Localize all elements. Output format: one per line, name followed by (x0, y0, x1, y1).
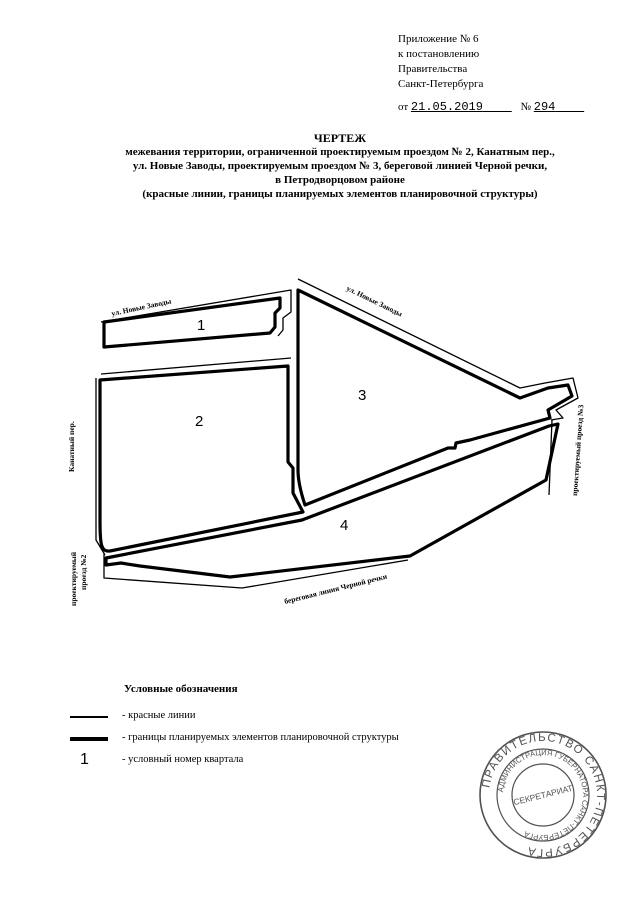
legend-row-red-lines (66, 709, 466, 725)
block-number-4: 4 (340, 517, 349, 534)
block-2-boundary (100, 366, 303, 551)
appendix-line-4: Санкт-Петербурга (398, 78, 484, 90)
appendix-line-1: Приложение № 6 (398, 33, 479, 45)
red-lines (96, 279, 578, 588)
red-line-symbol (70, 716, 108, 718)
title-line-1: межевания территории, ограниченной проектируемым проездом № 2, Канатным пер., (125, 146, 555, 158)
seal-middle-text: АДМИНИСТРАЦИЯ ГУБЕРНАТОРА САНКТ-ПЕТЕРБУРГА (496, 747, 591, 843)
legend-heading: Условные обозначения (124, 683, 238, 695)
legend-block-number-text: - условный номер квартала (122, 754, 244, 765)
appendix-line-3: Правительства (398, 63, 468, 75)
label-proezd-2 (69, 551, 88, 606)
date-prefix: от (398, 101, 409, 113)
boundary-lines (100, 290, 572, 577)
number-prefix: № (520, 101, 531, 113)
block-number-3: 3 (358, 387, 367, 404)
block-3-boundary (298, 290, 572, 505)
legend-red-lines-text: - красные линии (122, 710, 196, 721)
appendix-line-2: к постановлению (398, 48, 480, 60)
legend-row-number (66, 753, 466, 769)
title-line-2: ул. Новые Заводы, проектируемым проездом № 3, береговой линией Черной речки, (132, 160, 548, 172)
seal-outer-text: ПРАВИТЕЛЬСТВО САНКТ-ПЕТЕРБУРГА (480, 731, 607, 859)
title-line-3: в Петродворцовом районе (275, 174, 405, 186)
label-novye-zavody-left: ул. Новые Заводы (110, 296, 173, 318)
label-proezd-3: проектируемый проезд №3 (570, 404, 586, 497)
title-heading: ЧЕРТЕЖ (313, 131, 367, 145)
label-kanatny: Канатный пер. (67, 421, 76, 472)
document-date: 21.05.2019 (410, 100, 483, 114)
label-proezd-2-line-2: проезд №2 (79, 554, 88, 590)
block-4-boundary (106, 424, 558, 577)
block-number-1: 1 (197, 317, 206, 334)
label-proezd-2-line-1: проектируемый (69, 551, 78, 606)
label-shoreline: береговая линия Черной речки (283, 571, 388, 606)
boundary-symbol (70, 737, 108, 741)
legend-boundaries-text: - границы планируемых элементов планировочной структуры (122, 732, 399, 743)
block-number-2: 2 (195, 413, 204, 430)
title-line-4: (красные линии, границы планируемых элементов планировочной структуры) (142, 188, 538, 200)
document-number: 294 (533, 100, 556, 114)
official-seal (478, 730, 608, 860)
seal-center-text: СЕКРЕТАРИАТ (512, 782, 574, 808)
legend-row-boundaries (66, 731, 466, 747)
block-number-symbol: 1 (80, 751, 89, 768)
label-novye-zavody-right: ул. Новые Заводы (345, 283, 404, 319)
